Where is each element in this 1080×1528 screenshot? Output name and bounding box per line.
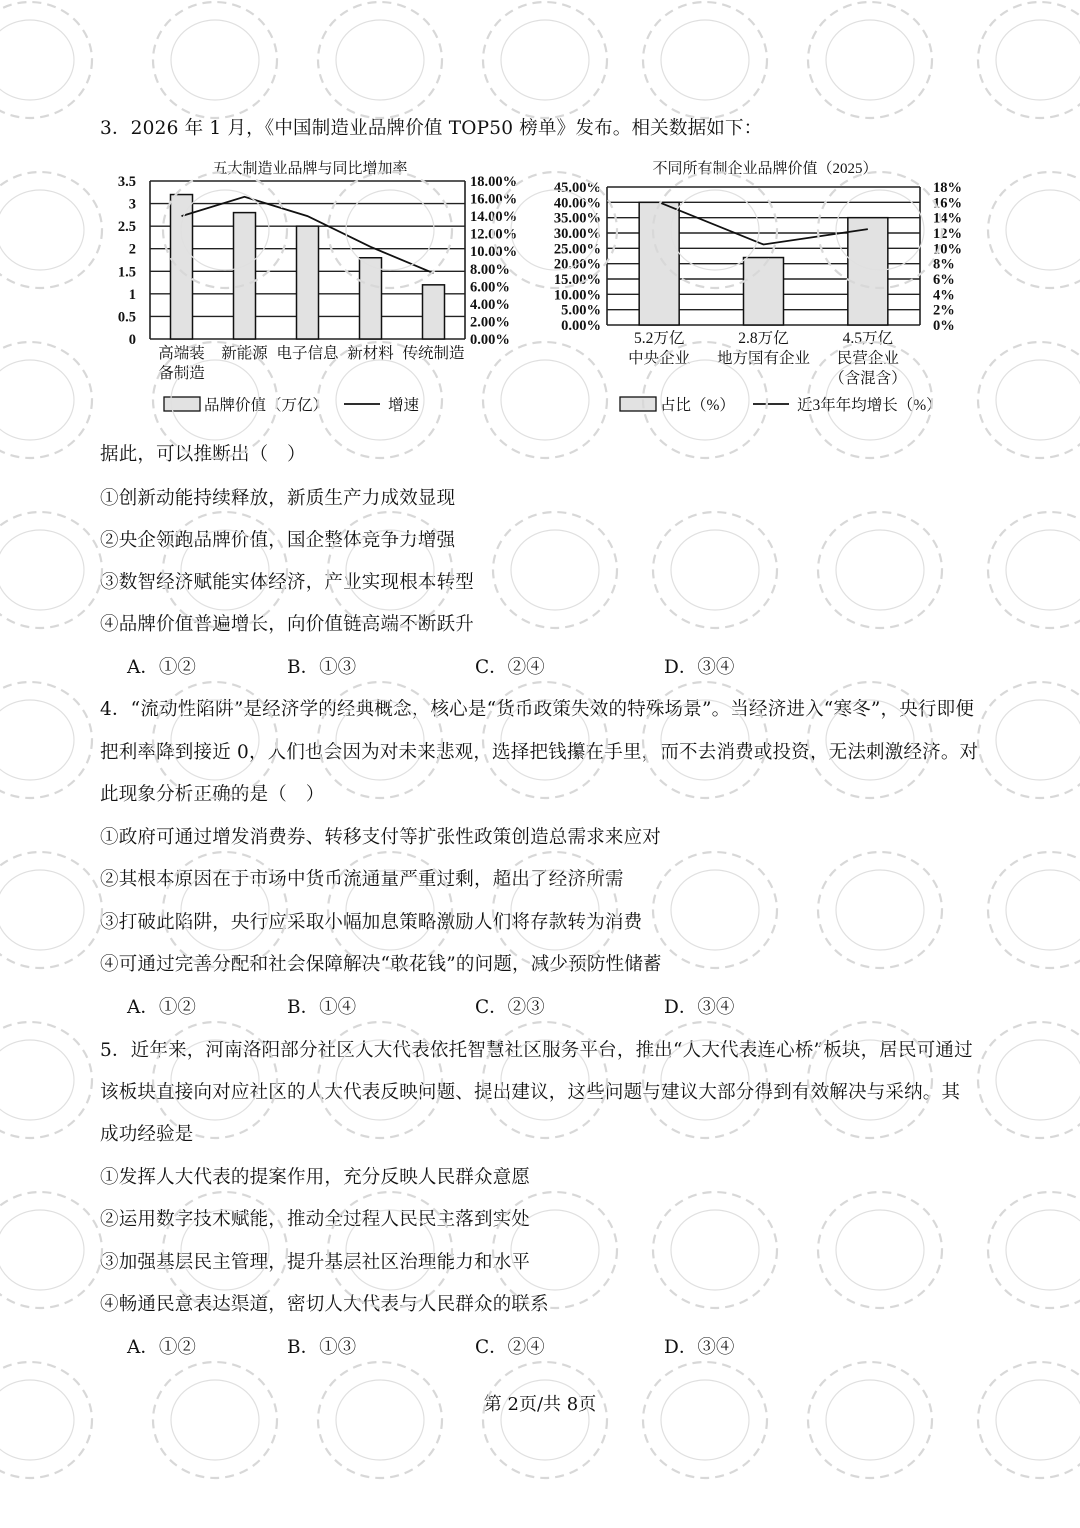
watermark-seal — [653, 852, 777, 968]
watermark-seal — [0, 512, 102, 628]
y-left-tick-label: 10.00% — [553, 287, 601, 304]
q5-item-2: ②运用数字技术赋能，推动全过程人民民主落到实处 — [100, 1209, 531, 1230]
q4-stem-line-2: 把利率降到接近 0，人们也会因为对未来悲观，选择把钱攥在手里，而不去消费或投资，无法刺激经济。对 — [100, 742, 979, 763]
watermark-seal-inner — [0, 20, 74, 100]
watermark-seal-inner — [671, 1210, 759, 1290]
watermark-seal-inner — [0, 360, 74, 440]
series-line — [659, 202, 868, 244]
watermark-seal-inner — [826, 20, 914, 100]
watermark-seal — [318, 1362, 442, 1478]
q4-item-3: ③打破此陷阱，央行应采取小幅加息策略激励人们将存款转为消费 — [100, 912, 643, 933]
watermark-seal — [988, 852, 1080, 968]
watermark-seal — [653, 1192, 777, 1308]
q5-option-d[interactable]: D．③④ — [664, 1337, 735, 1358]
x-tick-label: 5.2万亿 — [633, 330, 685, 347]
y-left-tick-label: 2 — [128, 241, 136, 258]
q4-item-2: ②其根本原因在于市场中货币流通量严重过剩，超出了经济所需 — [100, 869, 624, 890]
bar — [171, 195, 193, 339]
q3-prompt: 据此，可以推断出（ ） — [100, 444, 306, 465]
watermark-seal — [818, 1192, 942, 1308]
x-tick-label: （含混含） — [829, 370, 907, 387]
watermark-seal — [978, 1362, 1080, 1478]
bar — [744, 258, 784, 325]
legend-label: 品牌价值（万亿） — [204, 397, 329, 414]
watermark-seal — [988, 512, 1080, 628]
x-tick-label: 民营企业 — [836, 350, 899, 367]
q3-stem: 3．2026 年 1 月，《中国制造业品牌价值 TOP50 榜单》发布。相关数据如下： — [100, 118, 763, 139]
y-left-tick-label: 30.00% — [553, 226, 601, 242]
legend-label: 增速 — [388, 397, 420, 414]
y-right-tick-label: 8% — [933, 256, 955, 273]
q5-option-c[interactable]: C．②④ — [475, 1337, 545, 1358]
y-right-tick-label: 4.00% — [470, 296, 510, 313]
y-right-tick-label: 8.00% — [470, 261, 510, 278]
y-right-tick-label: 10% — [933, 241, 962, 258]
watermark-seal — [988, 172, 1080, 288]
watermark-seal — [483, 1362, 607, 1478]
watermark-seal — [0, 682, 92, 798]
watermark-seal-inner — [0, 870, 84, 950]
watermark-seal-inner — [996, 1040, 1080, 1120]
watermark-seal — [0, 2, 92, 118]
watermark-seal — [818, 852, 942, 968]
chart-title: 不同所有制企业品牌价值（2025） — [652, 161, 878, 177]
watermark-seal — [988, 1192, 1080, 1308]
watermark-seal-inner — [671, 530, 759, 610]
watermark-seal-inner — [0, 1210, 84, 1290]
x-tick-label: 4.5万亿 — [842, 330, 894, 347]
y-left-tick-label: 0 — [128, 332, 136, 348]
y-right-tick-label: 18% — [933, 180, 962, 196]
q4-option-b[interactable]: B．①④ — [287, 997, 357, 1018]
x-tick-label: 备制造 — [158, 365, 205, 382]
q3-item-1: ①创新动能持续释放，新质生产力成效显现 — [100, 488, 456, 509]
y-right-tick-label: 6% — [933, 272, 955, 288]
watermark-seal — [0, 852, 102, 968]
watermark-seal — [153, 2, 277, 118]
watermark-seal — [318, 2, 442, 118]
bar — [848, 218, 888, 325]
watermark-seal-inner — [511, 530, 599, 610]
q5-item-4: ④畅通民意表达渠道，密切人大代表与人民群众的联系 — [100, 1294, 549, 1315]
x-tick-label: 高端装 — [158, 345, 205, 362]
q4-option-a[interactable]: A．①② — [127, 997, 196, 1018]
q3-item-3: ③数智经济赋能实体经济，产业实现根本转型 — [100, 572, 475, 593]
y-right-tick-label: 16.00% — [470, 191, 518, 208]
chart-brand-growth — [100, 150, 550, 425]
y-left-tick-label: 15.00% — [553, 272, 601, 288]
bar — [297, 226, 319, 339]
y-left-tick-label: 2.5 — [117, 219, 136, 236]
q5-stem-line-2: 该板块直接向对应社区的人大代表反映问题、提出建议，这些问题与建议大部分得到有效解决与采纳。其 — [100, 1082, 961, 1103]
chart-ownership-brand — [545, 150, 975, 425]
watermark-seal-inner — [0, 700, 74, 780]
q4-stem-line-1: 4．“流动性陷阱”是经济学的经典概念，核心是“货币政策失效的特殊场景”。当经济进入“寒冬”，央行即便 — [100, 699, 975, 720]
legend-bar-swatch — [620, 397, 656, 411]
q5-options — [127, 1333, 947, 1359]
watermark-seal — [493, 512, 617, 628]
watermark-seal-inner — [171, 20, 259, 100]
watermark-seal — [978, 342, 1080, 458]
y-left-tick-label: 35.00% — [553, 210, 601, 227]
watermark-seal — [153, 1362, 277, 1478]
watermark-seal-inner — [836, 870, 924, 950]
y-left-tick-label: 5.00% — [561, 302, 601, 319]
watermark-seal — [0, 1362, 92, 1478]
y-right-tick-label: 0% — [933, 318, 955, 334]
watermark-seal-inner — [0, 1040, 74, 1120]
y-right-tick-label: 16% — [933, 195, 962, 212]
watermark-seal — [0, 1022, 92, 1138]
bar — [639, 202, 679, 325]
legend-bar-swatch — [164, 397, 200, 411]
q5-option-a[interactable]: A．①② — [127, 1337, 196, 1358]
q3-option-d[interactable]: D．③④ — [664, 657, 735, 678]
page-footer: 第 2页/共 8页 — [483, 1394, 597, 1415]
watermark-seal-inner — [996, 700, 1080, 780]
q3-item-2: ②央企领跑品牌价值，国企整体竞争力增强 — [100, 530, 456, 551]
q4-options — [127, 993, 947, 1019]
watermark-seal-inner — [836, 530, 924, 610]
watermark-seal — [978, 682, 1080, 798]
watermark-seal — [808, 2, 932, 118]
watermark-seal — [808, 1362, 932, 1478]
watermark-seal-inner — [0, 190, 84, 270]
x-tick-label: 中央企业 — [628, 350, 691, 367]
y-right-tick-label: 14% — [933, 210, 962, 227]
watermark-seal — [0, 342, 92, 458]
watermark-seal — [643, 2, 767, 118]
y-right-tick-label: 18.00% — [470, 174, 518, 190]
legend-label: 近3年年均增长（%） — [797, 397, 942, 414]
q5-item-3: ③加强基层民主管理，提升基层社区治理能力和水平 — [100, 1252, 531, 1273]
x-tick-label: 2.8万亿 — [738, 330, 789, 347]
y-left-tick-label: 45.00% — [553, 180, 601, 196]
y-right-tick-label: 6.00% — [470, 279, 510, 296]
x-tick-label: 传统制造 — [402, 345, 465, 362]
watermark-seal — [978, 2, 1080, 118]
q5-stem-line-3: 成功经验是 — [100, 1124, 194, 1145]
watermark-seal — [483, 2, 607, 118]
watermark-seal — [978, 1022, 1080, 1138]
watermark-seal-inner — [836, 1210, 924, 1290]
watermark-seal-inner — [1006, 530, 1080, 610]
watermark-seal-inner — [0, 530, 84, 610]
watermark-seal-inner — [671, 870, 759, 950]
y-right-tick-label: 4% — [933, 287, 955, 304]
watermark-seal-inner — [336, 20, 424, 100]
q3-option-a[interactable]: A．①② — [127, 657, 196, 678]
y-left-tick-label: 40.00% — [553, 195, 601, 212]
x-tick-label: 电子信息 — [276, 345, 339, 362]
q4-option-d[interactable]: D．③④ — [664, 997, 735, 1018]
chart-title: 五大制造业品牌与同比增加率 — [212, 161, 408, 177]
y-left-tick-label: 3 — [128, 196, 136, 213]
y-right-tick-label: 10.00% — [470, 244, 518, 261]
x-tick-label: 地方国有企业 — [716, 350, 811, 367]
bar — [234, 213, 256, 339]
q3-option-b[interactable]: B．①③ — [287, 657, 357, 678]
watermark-seal-inner — [996, 360, 1080, 440]
y-right-tick-label: 0.00% — [470, 332, 510, 348]
x-tick-label: 新材料 — [347, 345, 394, 362]
q5-option-b[interactable]: B．①③ — [287, 1337, 357, 1358]
watermark-seal-inner — [501, 20, 589, 100]
watermark-seal-inner — [1006, 870, 1080, 950]
watermark-seal-inner — [1006, 1210, 1080, 1290]
y-left-tick-label: 0.00% — [561, 318, 601, 334]
q5-stem-line-1: 5．近年来，河南洛阳部分社区人大代表依托智慧社区服务平台，推出“人大代表连心桥”板块，居民可通过 — [100, 1040, 973, 1061]
q3-option-c[interactable]: C．②④ — [475, 657, 545, 678]
legend-label: 占比（%） — [660, 397, 735, 414]
y-right-tick-label: 2.00% — [470, 314, 510, 331]
y-right-tick-label: 12.00% — [470, 226, 518, 243]
y-right-tick-label: 2% — [933, 302, 955, 319]
y-left-tick-label: 1.5 — [117, 264, 136, 281]
q5-item-1: ①发挥人大代表的提案作用，充分反映人民群众意愿 — [100, 1167, 531, 1188]
watermark-seal — [0, 172, 102, 288]
y-left-tick-label: 3.5 — [117, 174, 136, 190]
q4-stem-line-3: 此现象分析正确的是（ ） — [100, 784, 325, 805]
y-right-tick-label: 14.00% — [470, 209, 518, 226]
q4-item-4: ④可通过完善分配和社会保障解决“敢花钱”的问题，减少预防性储蓄 — [100, 954, 662, 975]
y-left-tick-label: 1 — [128, 286, 136, 303]
bar — [423, 285, 445, 339]
watermark-seal-inner — [661, 20, 749, 100]
watermark-seal-inner — [996, 20, 1080, 100]
watermark-seal — [0, 1192, 102, 1308]
y-left-tick-label: 25.00% — [553, 241, 601, 258]
q4-option-c[interactable]: C．②③ — [475, 997, 545, 1018]
bar — [360, 258, 382, 339]
watermark-seal — [643, 1362, 767, 1478]
y-right-tick-label: 12% — [933, 226, 962, 242]
watermark-seal — [653, 512, 777, 628]
watermark-seal — [818, 512, 942, 628]
q3-options — [127, 653, 947, 679]
q4-item-1: ①政府可通过增发消费券、转移支付等扩张性政策创造总需求来应对 — [100, 827, 662, 848]
y-left-tick-label: 0.5 — [117, 309, 136, 326]
y-left-tick-label: 20.00% — [553, 256, 601, 273]
x-tick-label: 新能源 — [221, 345, 268, 362]
q3-item-4: ④品牌价值普遍增长，向价值链高端不断跃升 — [100, 614, 475, 635]
watermark-seal-inner — [1006, 190, 1080, 270]
